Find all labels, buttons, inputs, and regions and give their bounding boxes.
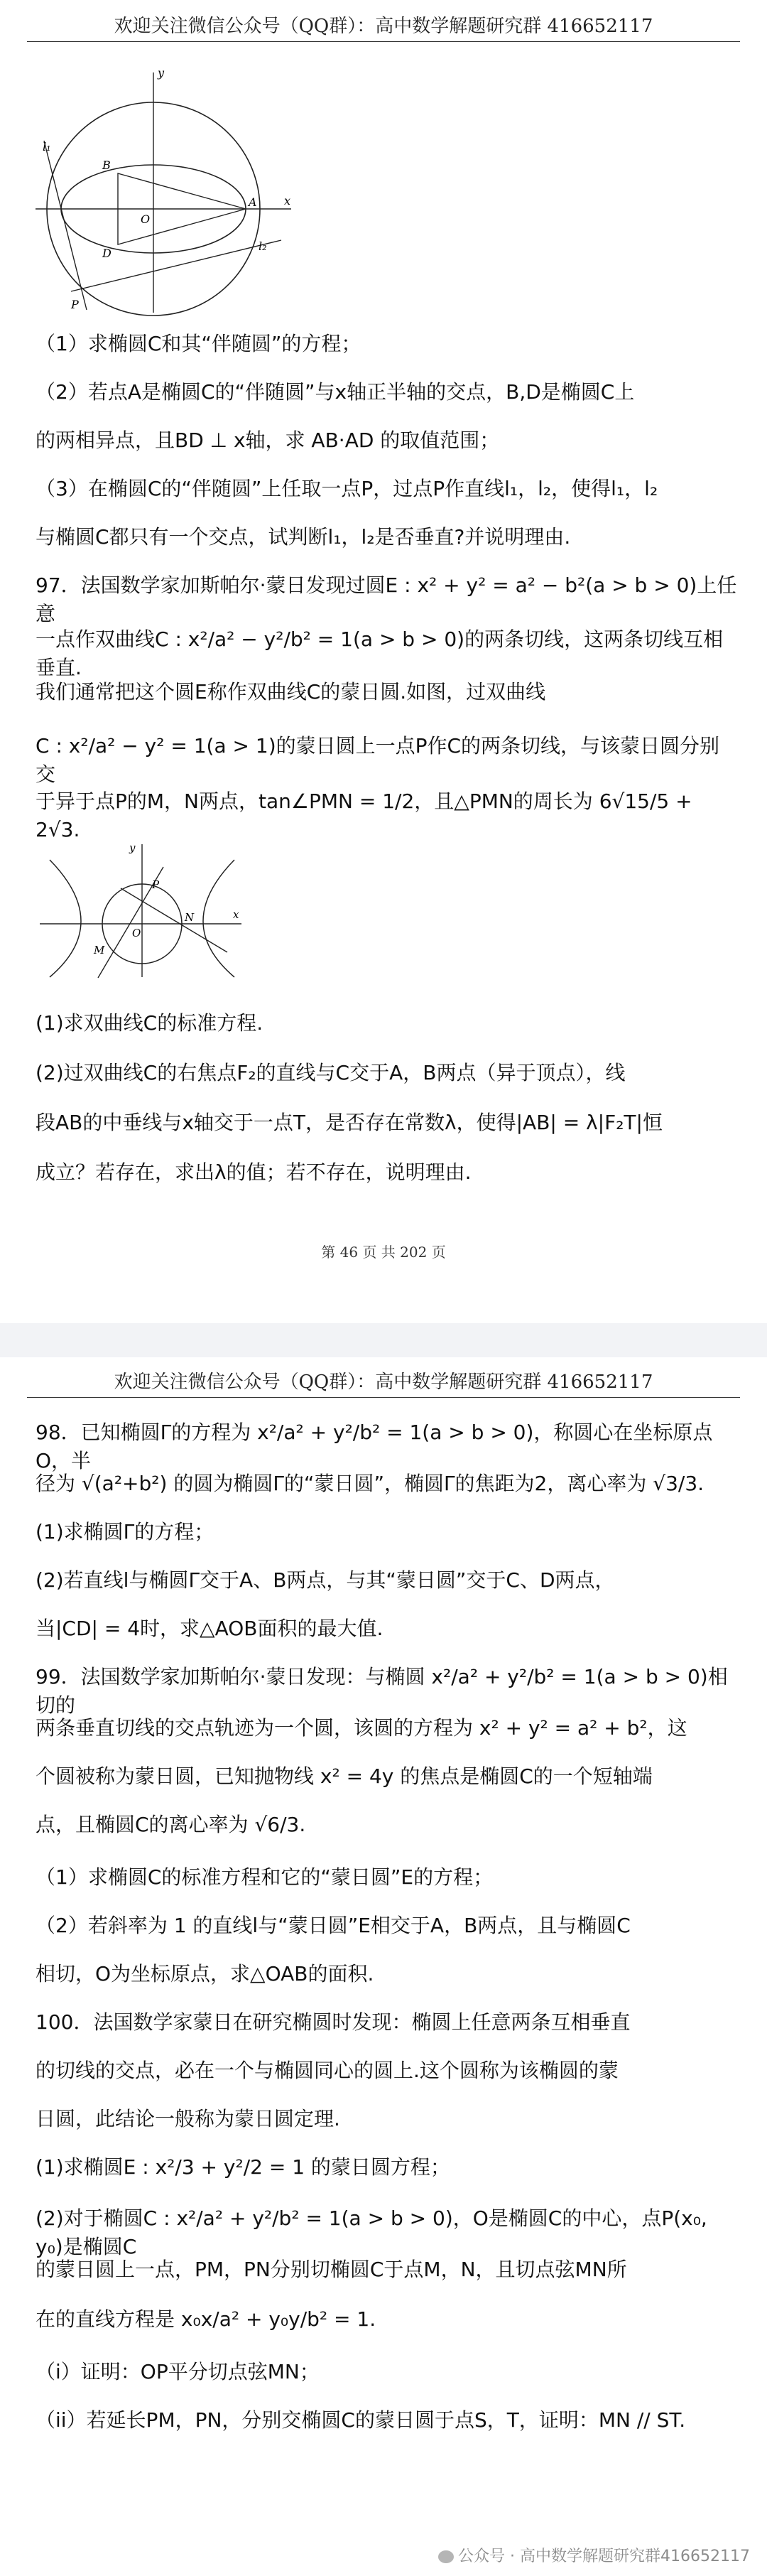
q99-line4: 点，且椭圆C的离心率为 √6/3. [36, 1813, 306, 1836]
watermark-text: 公众号 · 高中数学解题研究群416652117 [458, 2548, 750, 2565]
q100-sub2-ii: （ii）若延长PM，PN，分别交椭圆C的蒙日圆于点S，T，证明：MN // ST. [36, 2408, 686, 2432]
label-l2: l₂ [259, 239, 267, 253]
page-gap [0, 1323, 767, 1357]
q100-sub2-line3: 在的直线方程是 x₀x/a² + y₀y/b² = 1. [36, 2307, 376, 2331]
q100-sub1: (1)求椭圆E : x²/3 + y²/2 = 1 的蒙日圆方程； [36, 2155, 450, 2179]
q97-sub2-line3: 成立？若存在，求出λ的值；若不存在，说明理由. [36, 1160, 472, 1184]
q99-sub1: （1）求椭圆C的标准方程和它的“蒙日圆”E的方程； [36, 1865, 494, 1889]
tangent-l1 [44, 141, 87, 310]
q97-line1: 97．法国数学家加斯帕尔·蒙日发现过圆E : x² + y² = a² − b²(a > b > 0)上任意 [36, 573, 737, 625]
label-l1: l₁ [43, 140, 51, 153]
q100-sub2-line1: (2)对于椭圆C : x²/a² + y²/b² = 1(a > b > 0)，O是椭圆C的中心，点P(x₀, y₀)是椭圆C [36, 2206, 707, 2258]
q99-line1: 99．法国数学家加斯帕尔·蒙日发现：与椭圆 x²/a² + y²/b² = 1(a > b > 0)相切的 [36, 1665, 728, 1717]
q100-line3: 日圆，此结论一般称为蒙日圆定理. [36, 2107, 340, 2130]
q98-line1: 98．已知椭圆Γ的方程为 x²/a² + y²/b² = 1(a > b > 0)，称圆心在坐标原点O，半 [36, 1421, 713, 1472]
page-2 [0, 1357, 767, 2576]
header-rule [27, 1397, 740, 1398]
q99-sub2-line1: （2）若斜率为 1 的直线l与“蒙日圆”E相交于A，B两点，且与椭圆C [36, 1914, 631, 1937]
q96-part3-line2: 与椭圆C都只有一个交点，试判断l₁，l₂是否垂直?并说明理由. [36, 525, 571, 549]
tangent-pn [121, 888, 227, 952]
label-y: y [158, 66, 165, 80]
q97-line2: 一点作双曲线C : x²/a² − y²/b² = 1(a > b > 0)的两条切线，这两条切线互相垂直. [36, 627, 724, 679]
label-x: x [284, 194, 291, 208]
q97-line5: 于异于点P的M，N两点，tan∠PMN = 1/2，且△PMN的周长为 6√15/5 + 2√3. [36, 789, 692, 841]
wechat-watermark [438, 2544, 750, 2566]
label-m: M [94, 944, 105, 956]
label-b: B [102, 158, 111, 172]
q98-sub2-line2: 当|CD| = 4时，求△AOB面积的最大值. [36, 1617, 384, 1640]
hyperbola-figure [36, 839, 249, 981]
q97-sub1: (1)求双曲线C的标准方程. [36, 1011, 263, 1035]
label-n: N [185, 911, 195, 924]
header-rule [27, 41, 740, 42]
label-p: P [152, 878, 160, 891]
q99-line3: 个圆被称为蒙日圆，已知抛物线 x² = 4y 的焦点是椭圆C的一个短轴端 [36, 1764, 653, 1788]
label-o: O [141, 212, 151, 226]
q99-sub2-line2: 相切，O为坐标原点，求△OAB的面积. [36, 1962, 374, 1985]
label-o: O [132, 927, 141, 939]
q99-line2: 两条垂直切线的交点轨迹为一个圆，该圆的方程为 x² + y² = a² + b²，这 [36, 1716, 687, 1740]
q98-sub2-line1: (2)若直线l与椭圆Γ交于A、B两点，与其“蒙日圆”交于C、D两点， [36, 1568, 615, 1592]
q100-sub2-line2: 的蒙日圆上一点，PM，PN分别切椭圆C于点M，N，且切点弦MN所 [36, 2258, 627, 2281]
label-d: D [102, 247, 111, 260]
q100-line2: 的切线的交点，必在一个与椭圆同心的圆上.这个圆称为该椭圆的蒙 [36, 2059, 619, 2082]
q96-part3-line1: （3）在椭圆C的“伴随圆”上任取一点P，过点P作直线l₁，l₂，使得l₁，l₂ [36, 477, 658, 500]
q98-sub1: (1)求椭圆Γ的方程； [36, 1520, 214, 1543]
q100-line1: 100．法国数学家蒙日在研究椭圆时发现：椭圆上任意两条互相垂直 [36, 2010, 631, 2034]
wechat-icon [438, 2550, 454, 2563]
page-header: 欢迎关注微信公众号（QQ群）：高中数学解题研究群 416652117 [114, 16, 653, 37]
q100-sub2-i: （i）证明：OP平分切点弦MN； [36, 2360, 320, 2383]
page-footer: 第 46 页 共 202 页 [321, 1244, 446, 1261]
label-a: A [249, 195, 257, 209]
q97-line3: 我们通常把这个圆E称作双曲线C的蒙日圆.如图，过双曲线 [36, 680, 546, 704]
label-x: x [233, 908, 239, 921]
ellipse-figure [28, 57, 305, 327]
label-p: P [71, 298, 79, 311]
q98-line2: 径为 √(a²+b²) 的圆为椭圆Γ的“蒙日圆”，椭圆Γ的焦距为2，离心率为 √3/3. [36, 1472, 705, 1495]
q96-part2-line2: 的两相异点，且BD ⊥ x轴，求 AB·AD 的取值范围； [36, 429, 500, 452]
hyperbola-right [203, 860, 234, 977]
page-header: 欢迎关注微信公众号（QQ群）：高中数学解题研究群 416652117 [114, 1371, 653, 1393]
q97-sub2-line2: 段AB的中垂线与x轴交于一点T，是否存在常数λ，使得|AB| = λ|F₂T|恒 [36, 1111, 663, 1134]
label-y: y [129, 841, 136, 854]
q97-line4: C : x²/a² − y² = 1(a > 1)的蒙日圆上一点P作C的两条切线，与该蒙日圆分别交 [36, 734, 720, 786]
q96-part1: （1）求椭圆C和其“伴随圆”的方程； [36, 332, 361, 355]
q97-sub2-line1: (2)过双曲线C的右焦点F₂的直线与C交于A，B两点（异于顶点），线 [36, 1061, 626, 1084]
q96-part2-line1: （2）若点A是椭圆C的“伴随圆”与x轴正半轴的交点，B,D是椭圆C上 [36, 380, 635, 404]
hyperbola-left [50, 860, 81, 977]
